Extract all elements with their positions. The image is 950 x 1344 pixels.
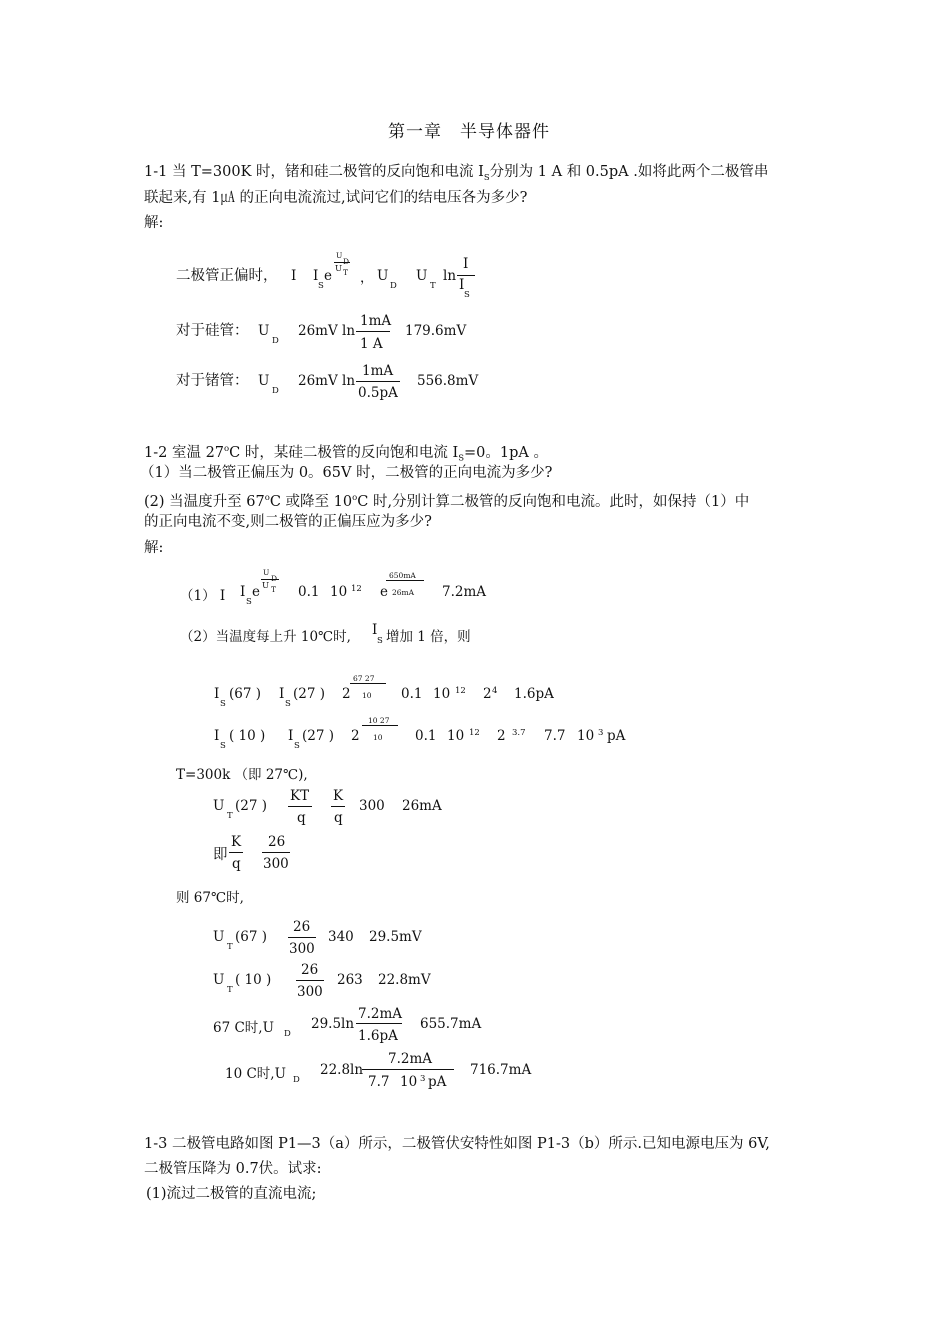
eqa-Is: I bbox=[240, 584, 246, 600]
eqc-exp-bot: 10 bbox=[362, 691, 372, 700]
eqc-arg1: (67 ) bbox=[229, 686, 262, 702]
eqd-exp-bot: 10 bbox=[373, 733, 383, 742]
eqi-f-bot: 1.6pA bbox=[358, 1028, 398, 1044]
eq3-U-sub: D bbox=[272, 386, 279, 396]
eqd-v3-sup: 3.7 bbox=[512, 728, 526, 738]
eqe-v: 300 bbox=[359, 798, 385, 814]
q1-line1-text-b: 分别为 1 A 和 0.5pA .如将此两个二极管串 bbox=[489, 164, 769, 180]
eqe-f1-bar bbox=[288, 806, 312, 807]
eq3-U: U bbox=[258, 373, 270, 389]
eqc-I1-sub: S bbox=[220, 699, 226, 709]
eq2-den: 1 A bbox=[360, 336, 383, 352]
eqf-f1-top: K bbox=[231, 834, 242, 850]
eqh-f-top: 26 bbox=[301, 962, 319, 978]
q1-line1-text: 1-1 当 T=300K 时，锗和硅二极管的反向饱和电流 I bbox=[144, 164, 484, 180]
eqd-two: 2 bbox=[351, 728, 360, 744]
eq1-frac-top: I bbox=[463, 256, 469, 272]
eqd-v5-sup: 3 bbox=[598, 728, 604, 738]
eqj-f-bot-b: 10 bbox=[400, 1074, 418, 1090]
eqd-v1: 0.1 bbox=[415, 728, 437, 744]
eqf-f2-top: 26 bbox=[268, 834, 286, 850]
eqh-result: 22.8mV bbox=[378, 972, 431, 988]
eqe-f2-bot: q bbox=[334, 810, 343, 826]
eqa-e: e bbox=[252, 584, 260, 600]
eq2-num: 1mA bbox=[360, 313, 392, 329]
eq3-lead: 对于锗管： bbox=[176, 373, 249, 389]
q2-line2: （1）当二极管正偏压为 0。65V 时，二极管的正向电流为多少? bbox=[140, 465, 553, 481]
eqe-arg: (27 ) bbox=[235, 798, 268, 814]
eqi-lead-sub: D bbox=[284, 1029, 291, 1039]
eqc-v3: 2 bbox=[483, 686, 492, 702]
q1-line1-sub: S bbox=[483, 172, 490, 183]
eqd-I2-sub: S bbox=[294, 741, 300, 751]
eqj-f-bot-unit: pA bbox=[428, 1074, 447, 1090]
eqe-f2-bar bbox=[331, 806, 345, 807]
eqi-v: 29.5ln bbox=[311, 1016, 355, 1032]
eq1-exp-bot-sub: T bbox=[343, 268, 349, 277]
eqa-Is-sub: S bbox=[246, 597, 252, 607]
eqj-f-bot-a: 7.7 bbox=[368, 1074, 390, 1090]
eqb-text-a: （2）当温度每上升 10℃时, bbox=[180, 629, 351, 645]
eqa-e2-top: 650mA bbox=[389, 571, 416, 580]
eqd-I1-sub: S bbox=[220, 741, 226, 751]
eqa-exp-top: U bbox=[263, 568, 270, 577]
eqj-lead: 10 C时,U bbox=[225, 1066, 286, 1082]
eq2-result: 179.6mV bbox=[405, 323, 467, 339]
eqc-v2: 10 bbox=[433, 686, 451, 702]
eq1-comma: ， bbox=[360, 270, 374, 286]
eqg-f-top: 26 bbox=[293, 919, 311, 935]
eqc-two: 2 bbox=[342, 686, 351, 702]
eqg-v: 340 bbox=[328, 929, 354, 945]
eqa-exp-top-sub: D bbox=[271, 574, 278, 583]
eqa-v2: 10 bbox=[330, 584, 348, 600]
eqa-lead: （1） I bbox=[180, 588, 226, 604]
eqh-U-sub: T bbox=[227, 985, 233, 995]
eqf-f2-bar bbox=[262, 852, 290, 853]
q3-line2: 二极管压降为 0.7伏。试求: bbox=[144, 1161, 322, 1177]
eqe-U-sub: T bbox=[227, 811, 233, 821]
eqj-result: 716.7mA bbox=[470, 1062, 532, 1078]
eqg-arg: (67 ) bbox=[235, 929, 268, 945]
q1-solution-label: 解: bbox=[144, 215, 164, 231]
eqa-e2: e bbox=[380, 584, 388, 600]
eqh-U: U bbox=[213, 972, 225, 988]
eqa-e2-bot: 26mA bbox=[392, 588, 415, 597]
eqf-lead: 即 bbox=[213, 847, 228, 863]
eq1-exp-bar bbox=[334, 262, 350, 263]
eqh-v: 263 bbox=[337, 972, 363, 988]
eq1-exp-bot: U bbox=[335, 264, 343, 274]
eqi-f-bar bbox=[356, 1023, 402, 1024]
q2-line1-sub: S bbox=[458, 453, 465, 464]
eq1-frac-bot-sub: S bbox=[464, 290, 470, 300]
eq2-U-sub: D bbox=[272, 336, 279, 346]
q3-line3: (1)流过二极管的直流电流; bbox=[146, 1186, 317, 1202]
eqj-f-top: 7.2mA bbox=[388, 1051, 433, 1067]
eqa-e2-bar bbox=[386, 580, 424, 581]
eqe-U: U bbox=[213, 798, 225, 814]
eq1-I: I bbox=[291, 268, 297, 284]
eqa-v1: 0.1 bbox=[298, 584, 320, 600]
eqc-exp-bar bbox=[350, 683, 386, 684]
eqb-text-b: 增加 1 倍，则 bbox=[386, 629, 471, 645]
eq1-ln: ln bbox=[443, 268, 457, 284]
q2-line3-c: C 时,分别计算二极管的反向饱和电流。此时，如保持（1）中 bbox=[357, 493, 750, 510]
eqd-unit: pA bbox=[607, 728, 626, 744]
eqi-f-top: 7.2mA bbox=[358, 1006, 403, 1022]
eq1-e: e bbox=[324, 268, 332, 284]
q2-line1-deg: o bbox=[224, 444, 230, 454]
eqd-v4: 7.7 bbox=[544, 728, 566, 744]
eq3-frac-bar bbox=[356, 381, 400, 382]
eqe-result: 26mA bbox=[402, 798, 442, 814]
q1-line1 bbox=[144, 161, 768, 190]
eqc-I2: I bbox=[279, 686, 285, 702]
eqf-f2-bot: 300 bbox=[263, 856, 289, 872]
eqd-I2: I bbox=[288, 728, 294, 744]
eqd-exp-top: 10 27 bbox=[368, 716, 390, 725]
eq3-num: 1mA bbox=[362, 363, 394, 379]
eqb-I: I bbox=[372, 622, 378, 638]
eqc-exp-top: 67 27 bbox=[353, 674, 375, 683]
eqa-exp-bot-sub: T bbox=[271, 585, 277, 594]
eq2-val: 26mV bbox=[298, 323, 338, 339]
eqc-arg2: (27 ) bbox=[293, 686, 326, 702]
q2-line3-deg2: o bbox=[352, 493, 358, 503]
eqa-exp-bot: U bbox=[262, 581, 270, 591]
eq1-lead: 二极管正偏时， bbox=[176, 268, 278, 284]
eqd-arg1: ( 10 ) bbox=[229, 728, 266, 744]
eqg-f-bot: 300 bbox=[289, 941, 315, 957]
eqc-v3-sup: 4 bbox=[492, 686, 498, 696]
eqc-v2-sup: 12 bbox=[455, 686, 466, 696]
q2-t300: T=300k （即 27℃), bbox=[176, 767, 308, 783]
eqb-I-sub: S bbox=[377, 636, 383, 646]
eq1-Is-sub: S bbox=[318, 281, 324, 291]
eq1-UD: U bbox=[377, 268, 389, 284]
eq2-lead: 对于硅管： bbox=[176, 323, 249, 339]
eqd-I1: I bbox=[214, 728, 220, 744]
q2-then67: 则 67℃时, bbox=[176, 890, 244, 906]
eqh-f-bot: 300 bbox=[297, 984, 323, 1000]
eqf-f1-bot: q bbox=[232, 856, 241, 872]
eq3-result: 556.8mV bbox=[417, 373, 479, 389]
eqj-f-bot-sup: 3 bbox=[420, 1074, 426, 1084]
eqj-f-bar bbox=[362, 1069, 454, 1070]
eqe-f2-top: K bbox=[333, 788, 344, 804]
q2-line1-c: =0。1pA 。 bbox=[464, 444, 548, 461]
eqe-f1-top: KT bbox=[290, 788, 310, 804]
q2-line3 bbox=[144, 487, 749, 514]
eqi-result: 655.7mA bbox=[420, 1016, 482, 1032]
eq1-UT: U bbox=[416, 268, 428, 284]
eqa-result: 7.2mA bbox=[442, 584, 487, 600]
eq1-UD-sub: D bbox=[390, 281, 397, 291]
eqg-f-bar bbox=[288, 937, 316, 938]
eqe-f1-bot: q bbox=[297, 810, 306, 826]
q2-line3-b: C 或降至 10 bbox=[269, 493, 353, 510]
eqd-v5: 10 bbox=[577, 728, 595, 744]
q2-line3-deg: o bbox=[264, 493, 270, 503]
eqh-arg: ( 10 ) bbox=[235, 972, 272, 988]
q3-line1: 1-3 二极管电路如图 P1—3（a）所示，二极管伏安特性如图 P1-3（b）所示.已知电源电压为 6V, bbox=[144, 1136, 770, 1152]
eq2-frac-bar bbox=[356, 331, 390, 332]
eqd-arg2: (27 ) bbox=[302, 728, 335, 744]
q2-line4: 的正向电流不变,则二极管的正偏压应为多少? bbox=[144, 514, 432, 530]
eqd-v2: 10 bbox=[447, 728, 465, 744]
eq1-frac-bar bbox=[457, 275, 475, 276]
eqd-v2-sup: 12 bbox=[469, 728, 480, 738]
eq2-ln: ln bbox=[342, 323, 356, 339]
eqc-I2-sub: S bbox=[285, 699, 291, 709]
page-title: 第一章 半导体器件 bbox=[388, 122, 550, 142]
eq3-den: 0.5pA bbox=[358, 385, 398, 401]
eqa-exp-bar bbox=[261, 579, 279, 580]
q2-line3-a: (2) 当温度升至 67 bbox=[144, 493, 265, 510]
eq1-frac-bot: I bbox=[459, 277, 465, 293]
q2-solution-label: 解: bbox=[144, 540, 164, 556]
eqc-v1: 0.1 bbox=[401, 686, 423, 702]
eq1-exp-top-sub: D bbox=[343, 257, 350, 266]
eq3-ln: ln bbox=[342, 373, 356, 389]
q1-line2: 联起来,有 1㎂ 的正向电流流过,试问它们的结电压各为多少? bbox=[144, 190, 528, 206]
eq1-Is: I bbox=[313, 268, 319, 284]
eqg-U-sub: T bbox=[227, 942, 233, 952]
eq2-U: U bbox=[258, 323, 270, 339]
q2-line1-a: 1-2 室温 27 bbox=[144, 444, 225, 461]
eqi-lead: 67 C时,U bbox=[213, 1020, 274, 1036]
eqg-result: 29.5mV bbox=[369, 929, 422, 945]
eqa-v2-sup: 12 bbox=[351, 584, 362, 594]
eq1-UT-sub: T bbox=[430, 281, 436, 291]
eqf-f1-bar bbox=[229, 852, 243, 853]
eq3-val: 26mV bbox=[298, 373, 338, 389]
eqd-exp-bar bbox=[362, 725, 398, 726]
eqc-I1: I bbox=[214, 686, 220, 702]
q2-line1-b: C 时，某硅二极管的反向饱和电流 I bbox=[229, 444, 459, 461]
eqj-v: 22.8ln bbox=[320, 1062, 364, 1078]
eqd-v3: 2 bbox=[497, 728, 506, 744]
eqg-U: U bbox=[213, 929, 225, 945]
eq1-exp-top: U bbox=[336, 251, 343, 260]
eqh-f-bar bbox=[296, 980, 324, 981]
eqc-result: 1.6pA bbox=[514, 686, 554, 702]
eqj-lead-sub: D bbox=[293, 1075, 300, 1085]
